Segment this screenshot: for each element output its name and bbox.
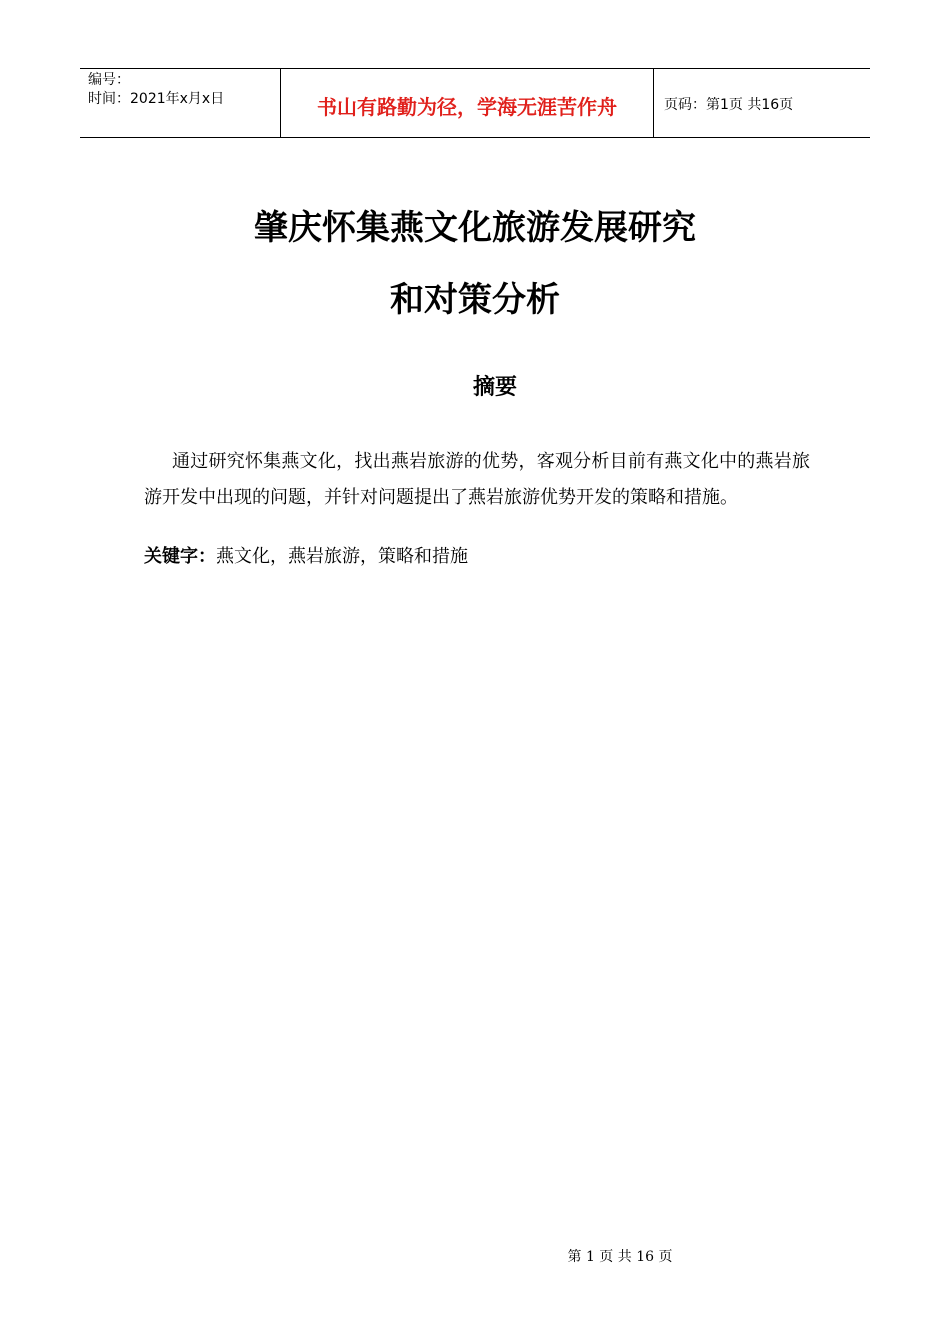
document-header	[80, 68, 870, 138]
keywords-label: 关键字：	[144, 546, 216, 567]
document-date-label: 时间：2021年x月x日	[88, 91, 225, 107]
header-meta-cell	[80, 69, 281, 137]
document-number-label: 编号：	[88, 72, 130, 88]
abstract-heading: 摘要	[472, 375, 517, 400]
keywords-line	[144, 542, 468, 568]
page-footer: 第 1 页 共 16 页	[567, 1249, 673, 1265]
header-page-cell	[654, 69, 870, 137]
keywords-value: 燕文化，燕岩旅游，策略和措施	[216, 546, 468, 567]
header-motto: 书山有路勤为径，学海无涯苦作舟	[317, 94, 617, 119]
document-title-line-1: 肇庆怀集燕文化旅游发展研究	[254, 208, 696, 248]
header-page-info: 页码：第1页 共16页	[664, 97, 794, 113]
document-title-line-2: 和对策分析	[390, 280, 560, 320]
abstract-body: 通过研究怀集燕文化，找出燕岩旅游的优势，客观分析目前有燕文化中的燕岩旅游开发中出现的问题，并针对问题提出了燕岩旅游优势开发的策略和措施。	[144, 451, 810, 508]
header-motto-cell	[281, 69, 654, 137]
